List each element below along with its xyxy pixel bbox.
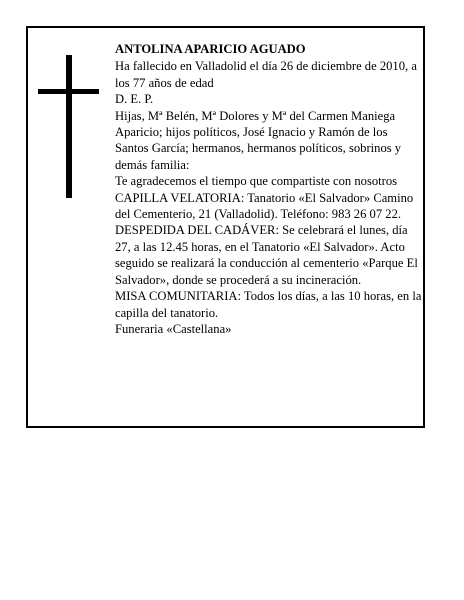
cross-horizontal-bar: [38, 89, 99, 94]
rip-line: D. E. P.: [115, 92, 154, 107]
mass-info: MISA COMUNITARIA: Todos los días, a las 10 horas, en la capilla del tanatorio.: [115, 289, 422, 320]
family-list: Hijas, Mª Belén, Mª Dolores y Mª del Carmen Maniega Aparicio; hijos políticos, José Ignacio y Ramón de los Santos García; hermanos, hermanos políticos, sobrinos y demás familia:: [115, 108, 402, 172]
obituary-text: [115, 41, 422, 337]
obituary-notice: [26, 26, 425, 428]
chapel-info: CAPILLA VELATORIA: Tanatorio «El Salvador» Camino del Cementerio, 21 (Valladolid). Teléfono: 983 26 07 22.: [115, 190, 414, 222]
cross-vertical-bar: [66, 55, 72, 198]
deceased-name: ANTOLINA APARICIO AGUADO: [115, 42, 306, 56]
farewell-info: DESPEDIDA DEL CADÁVER: Se celebrará el lunes, día 27, a las 12.45 horas, en el Tanatorio «El Salvador». Acto seguido se realizará la conducción al cementerio «Parque El Salvador», donde se procederá a su incineración.: [115, 223, 418, 287]
funeral-home: Funeraria «Castellana»: [115, 321, 232, 336]
thanks-line: Te agradecemos el tiempo que compartiste con nosotros: [115, 174, 398, 189]
death-notice: Ha fallecido en Valladolid el día 26 de diciembre de 2010, a los 77 años de edad: [115, 59, 417, 90]
